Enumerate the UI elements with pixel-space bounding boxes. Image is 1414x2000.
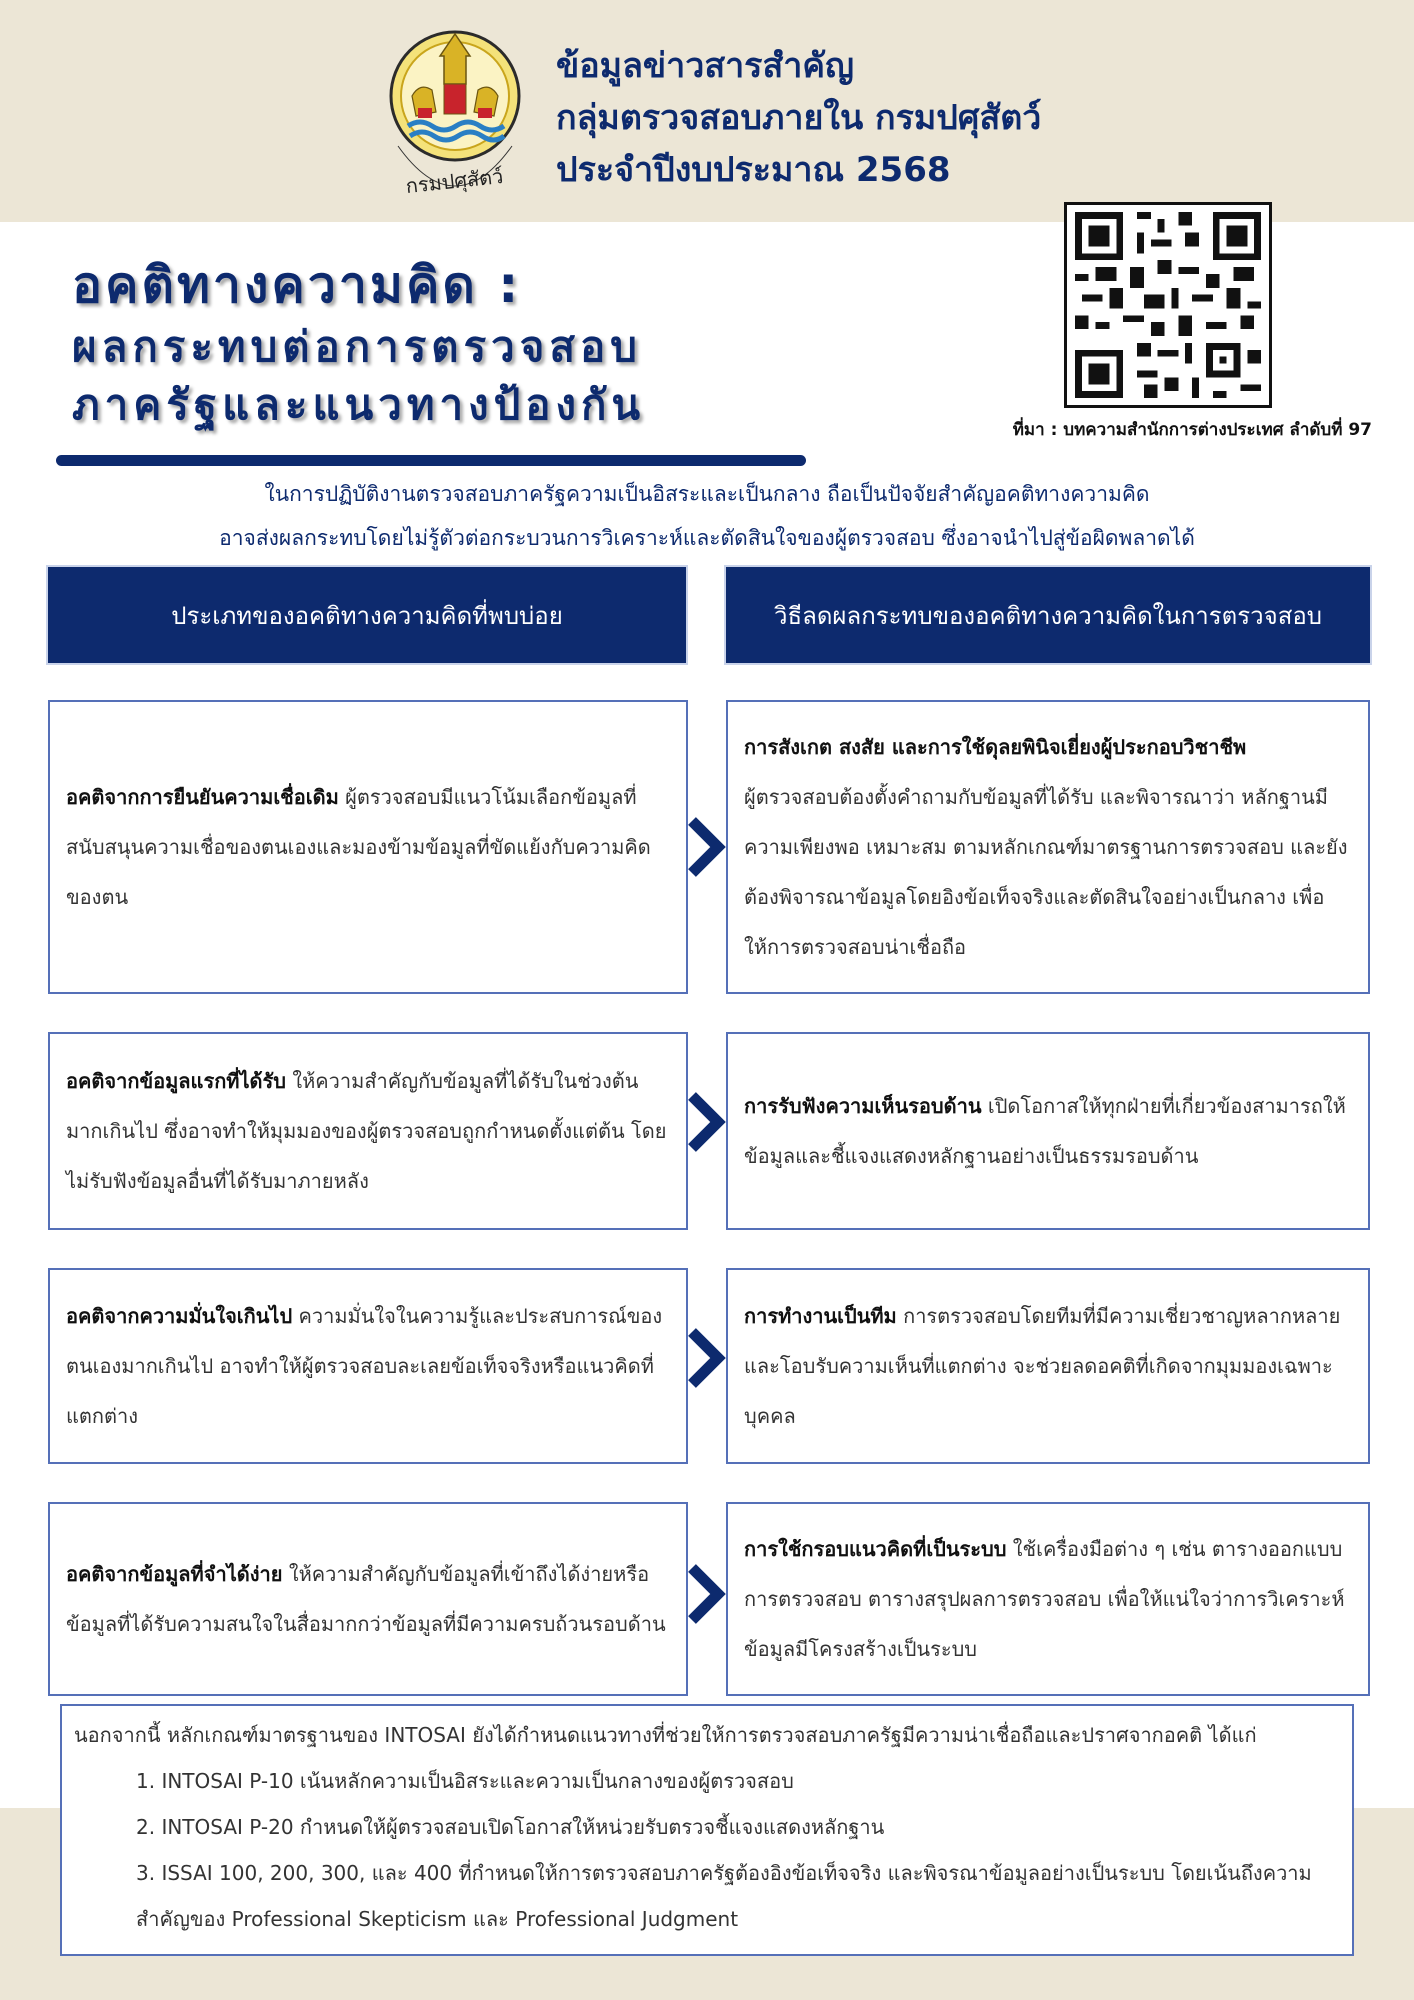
bias-description: ผู้ตรวจสอบมีแนวโน้มเลือกข้อมูลที่สนับสนุนความเชื่อของตนเองและมองข้ามข้อมูลที่ขัดแย้งกับความคิดของตน xyxy=(66,785,651,909)
bias-card-anchoring xyxy=(48,1032,688,1230)
mitigation-card-listening xyxy=(726,1032,1370,1230)
bias-title: อคติจากข้อมูลที่จำได้ง่าย xyxy=(66,1562,283,1586)
mitigation-description: ผู้ตรวจสอบต้องตั้งคำถามกับข้อมูลที่ได้รับ และพิจารณาว่า หลักฐานมีความเพียงพอ เหมาะสม ตามหลักเกณฑ์มาตรฐานการตรวจสอบ และยังต้องพิจารณาข้อมูลโดยอิงข้อเท็จจริงและตัดสินใจอย่างเป็นกลาง เพื่อให้การตรวจสอบน่าเชื่อถือ xyxy=(744,785,1348,959)
intro-line-2: อาจส่งผลกระทบโดยไม่รู้ตัวต่อกระบวนการวิเคราะห์และตัดสินใจของผู้ตรวจสอบ ซึ่งอาจนำไปสู่ข้อผิดพลาดได้ xyxy=(219,526,1195,550)
mitigation-description: เปิดโอกาสให้ทุกฝ่ายที่เกี่ยวข้องสามารถให้ข้อมูลและชี้แจงแสดงหลักฐานอย่างเป็นธรรมรอบด้าน xyxy=(744,1094,1346,1168)
title-line-2: ผลกระทบต่อการตรวจสอบ xyxy=(72,322,642,371)
bias-description: ให้ความสำคัญกับข้อมูลที่ได้รับในช่วงต้น มากเกินไป ซึ่งอาจทำให้มุมมองของผู้ตรวจสอบถูกกำหนดตั้งแต่ต้น โดยไม่รับฟังข้อมูลอื่นที่ได้รับมาภายหลัง xyxy=(66,1069,667,1193)
mitigation-header: วิธีลดผลกระทบของอคติทางความคิดในการตรวจสอบ xyxy=(726,567,1370,663)
mitigation-title: การทำงานเป็นทีม xyxy=(744,1304,897,1328)
bias-description: ความมั่นใจในความรู้และประสบการณ์ของตนเองมากเกินไป อาจทำให้ผู้ตรวจสอบละเลยข้อเท็จจริงหรือแนวคิดที่แตกต่าง xyxy=(66,1304,663,1428)
intro-line-1: ในการปฏิบัติงานตรวจสอบภาครัฐความเป็นอิสระและเป็นกลาง ถือเป็นปัจจัยสำคัญอคติทางความคิด xyxy=(264,482,1150,506)
logo-text: กรมปศุสัตว์ xyxy=(404,163,505,199)
mitigation-card-framework xyxy=(726,1502,1370,1696)
chevron-right-icon xyxy=(686,1090,726,1154)
page-title xyxy=(72,252,645,434)
bias-title: อคติจากความมั่นใจเกินไป xyxy=(66,1304,293,1328)
chevron-right-icon xyxy=(686,1326,726,1390)
bias-card-availability xyxy=(48,1502,688,1696)
header-title xyxy=(556,40,1041,196)
intro-paragraph xyxy=(40,472,1374,560)
qr-code[interactable] xyxy=(1064,202,1272,408)
title-line-3: ภาครัฐและแนวทางป้องกัน xyxy=(72,380,646,429)
mitigation-title: การรับฟังความเห็นรอบด้าน xyxy=(744,1094,982,1118)
bias-title: อคติจากการยืนยันความเชื่อเดิม xyxy=(66,785,339,809)
source-note: ที่มา : บทความสำนักการต่างประเทศ ลำดับที่ 97 xyxy=(1012,420,1372,440)
chevron-right-icon xyxy=(686,1562,726,1626)
bias-card-overconfidence xyxy=(48,1268,688,1464)
standards-intro: นอกจากนี้ หลักเกณฑ์มาตรฐานของ INTOSAI ยังได้กำหนดแนวทางที่ช่วยให้การตรวจสอบภาครัฐมีความน่าเชื่อถือและปราศจากอคติ ได้แก่ xyxy=(74,1723,1257,1747)
mitigation-description: การตรวจสอบโดยทีมที่มีความเชี่ยวชาญหลากหลาย และโอบรับความเห็นที่แตกต่าง จะช่วยลดอคติที่เกิดจากมุมมองเฉพาะบุคคล xyxy=(744,1304,1341,1428)
list-item: 2. INTOSAI P-20 กำหนดให้ผู้ตรวจสอบเปิดโอกาสให้หน่วยรับตรวจชี้แจงแสดงหลักฐาน xyxy=(136,1815,885,1839)
department-seal-logo xyxy=(388,26,522,206)
bias-card-confirmation xyxy=(48,700,688,994)
intosai-standards-box xyxy=(60,1704,1354,1956)
list-item: 3. ISSAI 100, 200, 300, และ 400 ที่กำหนดให้การตรวจสอบภาครัฐต้องอิงข้อเท็จจริง และพิจรณาข้อมูลอย่างเป็นระบบ โดยเน้นถึงความสำคัญของ Professional Skepticism และ Professional Judgment xyxy=(136,1861,1312,1931)
mitigation-card-skepticism xyxy=(726,700,1370,994)
mitigation-card-teamwork xyxy=(726,1268,1370,1464)
bias-title: อคติจากข้อมูลแรกที่ได้รับ xyxy=(66,1069,286,1093)
header-line-2: กลุ่มตรวจสอบภายใน กรมปศุสัตว์ xyxy=(556,98,1042,138)
list-item: 1. INTOSAI P-10 เน้นหลักความเป็นอิสระและความเป็นกลางของผู้ตรวจสอบ xyxy=(136,1769,794,1793)
title-underline xyxy=(56,455,806,466)
header-line-3: ประจำปีงบประมาณ 2568 xyxy=(556,150,951,190)
title-line-1: อคติทางความคิด : xyxy=(72,256,522,314)
mitigation-description: ใช้เครื่องมือต่าง ๆ เช่น ตารางออกแบบการตรวจสอบ ตารางสรุปผลการตรวจสอบ เพื่อให้แน่ใจว่าการวิเคราะห์ข้อมูลมีโครงสร้างเป็นระบบ xyxy=(744,1537,1345,1661)
mitigation-title: การใช้กรอบแนวคิดที่เป็นระบบ xyxy=(744,1537,1007,1561)
header-line-1: ข้อมูลข่าวสารสำคัญ xyxy=(556,46,854,86)
mitigation-title: การสังเกต สงสัย และการใช้ดุลยพินิจเยี่ยงผู้ประกอบวิชาชีพ xyxy=(744,735,1247,759)
bias-description: ให้ความสำคัญกับข้อมูลที่เข้าถึงได้ง่ายหรือข้อมูลที่ได้รับความสนใจในสื่อมากกว่าข้อมูลที่มีความครบถ้วนรอบด้าน xyxy=(66,1562,666,1636)
standards-list xyxy=(74,1758,1340,1942)
bias-types-header: ประเภทของอคติทางความคิดที่พบบ่อย xyxy=(48,567,686,663)
chevron-right-icon xyxy=(686,815,726,879)
